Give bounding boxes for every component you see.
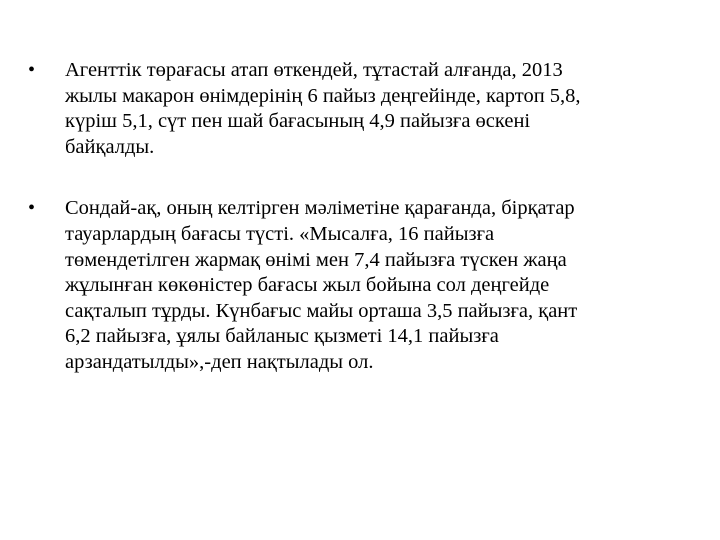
paragraph-line: арзандатылды»,-деп нақтылады ол. — [65, 350, 374, 373]
paragraph-line: Агенттік төрағасы атап өткендей, тұтастай алғанда, 2013 — [65, 59, 563, 81]
bullet-icon: • — [28, 197, 36, 220]
paragraph-line: жұлынған көкөністер бағасы жыл бойына сол деңгейде — [65, 274, 550, 297]
bullet-item-1 — [28, 58, 688, 160]
bullet-list — [28, 58, 688, 412]
bullet-icon: • — [28, 59, 36, 81]
bullet-item-2 — [28, 196, 688, 375]
paragraph-line: төмендетілген жармақ өнімі мен 7,4 пайызға түскен жаңа — [65, 248, 567, 271]
paragraph-line: жылы макарон өнімдерінің 6 пайыз деңгейінде, картоп 5,8, — [65, 84, 581, 107]
paragraph-line: күріш 5,1, сүт пен шай бағасының 4,9 пайызға өскені — [65, 110, 531, 133]
paragraph-line: 6,2 пайызға, ұялы байланыс қызметі 14,1 пайызға — [65, 325, 499, 348]
paragraph-line: тауарлардың бағасы түсті. «Мысалға, 16 пайызға — [65, 222, 495, 245]
paragraph-line: байқалды. — [65, 135, 155, 158]
paragraph-line: сақталып тұрды. Күнбағыс майы орташа 3,5 пайызға, қант — [65, 299, 578, 322]
paragraph-line: Сондай-ақ, оның келтірген мәліметіне қарағанда, бірқатар — [65, 197, 575, 220]
